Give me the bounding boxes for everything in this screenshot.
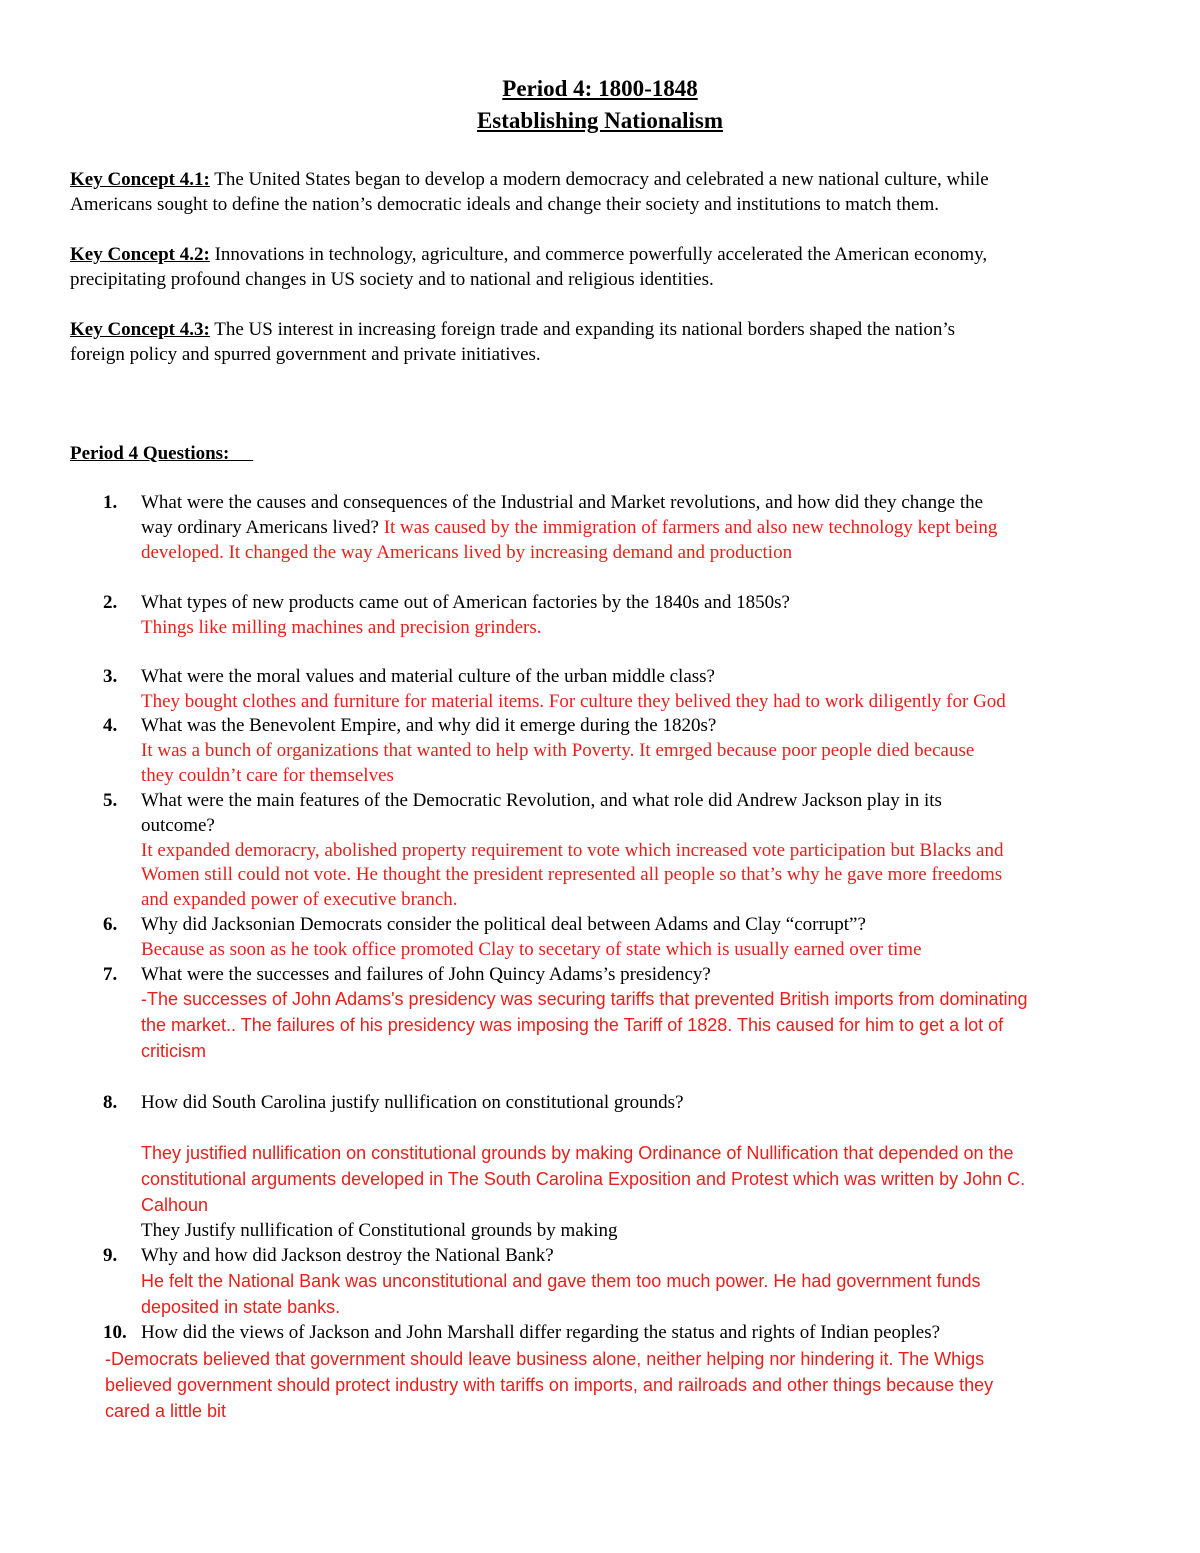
question-text: What were the main features of the Democratic Revolution, and what role did Andrew Jackson play in its (141, 790, 942, 811)
question-number: 7. (103, 964, 118, 985)
answer-text: the market.. The failures of his presidency was imposing the Tariff of 1828. This caused for him to get a lot of (141, 1015, 1004, 1035)
question-text: What were the moral values and material culture of the urban middle class? (141, 666, 715, 687)
key-concept-4-2 (70, 242, 987, 267)
question-number: 4. (103, 715, 118, 736)
questions-heading: Period 4 Questions: (70, 443, 254, 464)
key-concept-label: Key Concept 4.1: (70, 169, 210, 190)
answer-text: constitutional arguments developed in The South Carolina Exposition and Protest which was written by John C. (141, 1169, 1026, 1189)
answer-text: Because as soon as he took office promoted Clay to secetary of state which is usually earned over time (141, 939, 922, 960)
question-number: 2. (103, 592, 118, 613)
question-number: 1. (103, 492, 118, 513)
question-text: outcome? (141, 815, 215, 836)
question-text: What was the Benevolent Empire, and why did it emerge during the 1820s? (141, 715, 717, 736)
answer-text: It was a bunch of organizations that wanted to help with Poverty. It emrged because poor people died because (141, 740, 975, 761)
question-text: What types of new products came out of American factories by the 1840s and 1850s? (141, 592, 790, 613)
answer-text: They justified nullification on constitutional grounds by making Ordinance of Nullification that depended on the (141, 1143, 1014, 1163)
key-concept-text: The United States began to develop a modern democracy and celebrated a new national culture, while (209, 169, 989, 190)
question-number: 6. (103, 914, 118, 935)
key-concept-4-1 (70, 167, 989, 192)
key-concept-4-3 (70, 317, 955, 342)
question-text: How did South Carolina justify nullification on constitutional grounds? (141, 1092, 684, 1113)
question-text: What were the successes and failures of John Quincy Adams’s presidency? (141, 964, 711, 985)
question-number: 3. (103, 666, 118, 687)
page-subtitle: Establishing Nationalism (476, 108, 724, 133)
question-text: Why did Jacksonian Democrats consider the political deal between Adams and Clay “corrupt”? (141, 914, 866, 935)
question-number: 10. (103, 1322, 127, 1343)
answer-text: and expanded power of executive branch. (141, 889, 458, 910)
key-concept-text: foreign policy and spurred government and private initiatives. (70, 344, 541, 365)
answer-text: He felt the National Bank was unconstitutional and gave them too much power. He had government funds (141, 1271, 981, 1291)
question-text: Why and how did Jackson destroy the National Bank? (141, 1245, 554, 1266)
key-concept-text: Innovations in technology, agriculture, and commerce powerfully accelerated the American economy, (209, 244, 988, 265)
answer-text: Women still could not vote. He thought the president represented all people so that’s why he gave more freedoms (141, 864, 1003, 885)
question-number: 5. (103, 790, 118, 811)
question-1-line-2 (141, 515, 997, 540)
question-text: What were the causes and consequences of the Industrial and Market revolutions, and how did they change the (141, 492, 984, 513)
question-number: 8. (103, 1092, 118, 1113)
answer-text: They bought clothes and furniture for material items. For culture they belived they had to work diligently for God (141, 691, 1006, 712)
key-concept-text: precipitating profound changes in US society and to national and religious identities. (70, 269, 714, 290)
key-concept-label: Key Concept 4.2: (70, 244, 210, 265)
question-text: How did the views of Jackson and John Marshall differ regarding the status and rights of Indian peoples? (141, 1322, 941, 1343)
answer-text: cared a little bit (105, 1401, 227, 1421)
answer-text: -The successes of John Adams's presidency was securing tariffs that prevented British imports from dominating (141, 989, 1028, 1009)
answer-text: It expanded demoracry, abolished property requirement to vote which increased vote participation but Blacks and (141, 840, 1004, 861)
question-text: way ordinary Americans lived? (141, 517, 379, 538)
answer-text: Calhoun (141, 1195, 209, 1215)
answer-text: Things like milling machines and precision grinders. (141, 617, 542, 638)
answer-text: they couldn’t care for themselves (141, 765, 394, 786)
answer-text: believed government should protect industry with tariffs on imports, and railroads and other things because they (105, 1375, 994, 1395)
answer-text: criticism (141, 1041, 206, 1061)
question-number: 9. (103, 1245, 118, 1266)
answer-text: It was caused by the immigration of farmers and also new technology kept being (378, 517, 998, 538)
answer-text: developed. It changed the way Americans lived by increasing demand and production (141, 542, 793, 563)
key-concept-label: Key Concept 4.3: (70, 319, 210, 340)
page-title: Period 4: 1800-1848 (502, 76, 698, 101)
answer-text: -Democrats believed that government should leave business alone, neither helping nor hindering it. The Whigs (105, 1349, 985, 1369)
key-concept-text: Americans sought to define the nation’s democratic ideals and change their society and institutions to match them. (70, 194, 940, 215)
key-concept-text: The US interest in increasing foreign trade and expanding its national borders shaped the nation’s (209, 319, 956, 340)
answer-text: deposited in state banks. (141, 1297, 341, 1317)
question-note: They Justify nullification of Constitutional grounds by making (141, 1220, 618, 1241)
